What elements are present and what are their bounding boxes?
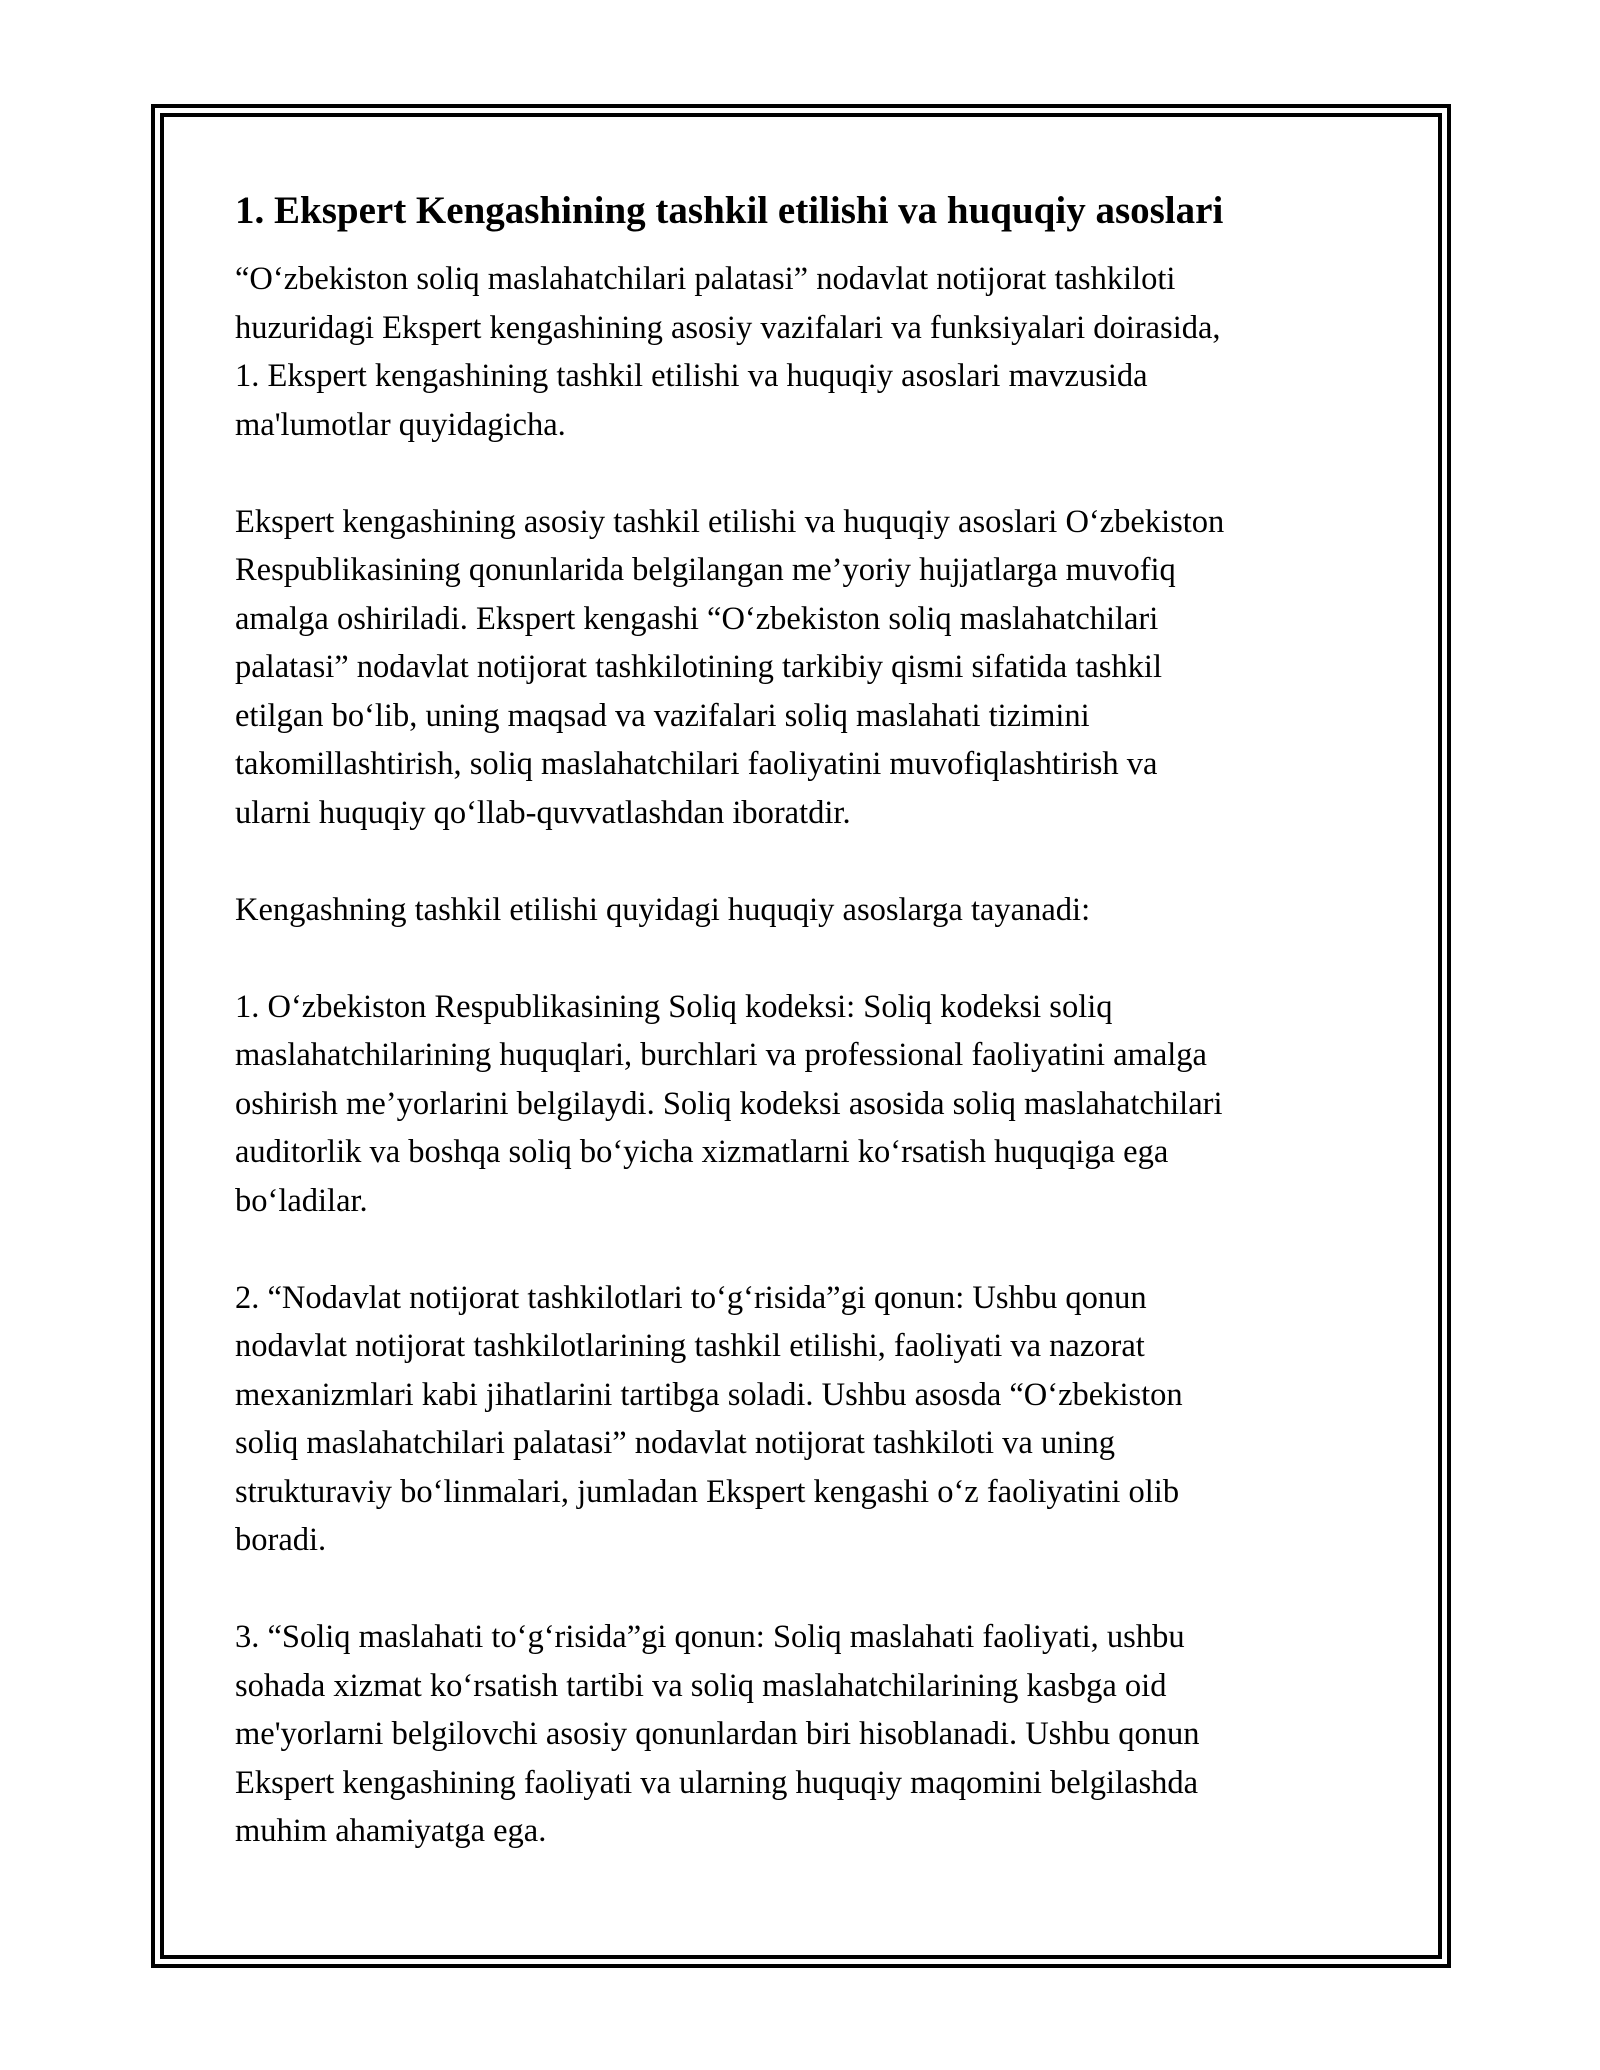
list-item-ngo-law: 2. “Nodavlat notijorat tashkilotlari to‘g‘risida”gi qonun: Ushbu qonun nodavlat notijorat tashkilotlarining tashkil etilishi, faoliyati va nazorat mexanizmlari kabi jihatlarini tartibga soladi. Ushbu asosda “O‘zbekiston soliq maslahatchilari palatasi” nodavlat notijorat tashkiloti va uning strukturaviy bo‘linmalari, jumladan Ekspert kengashi o‘z faoliyatini olib boradi. <box>235 1279 1183 1558</box>
list-item-tax-code: 1. O‘zbekiston Respublikasining Soliq kodeksi: Soliq kodeksi soliq maslahatchilarining huquqlari, burchlari va professional faoliyatini amalga oshirish me’yorlarini belgilaydi. Soliq kodeksi asosida soliq maslahatchilari auditorlik va boshqa soliq bo‘yicha xizmatlarni ko‘rsatish huquqiga ega bo‘ladilar. <box>235 988 1223 1219</box>
paragraph-foundations-lead: Kengashning tashkil etilishi quyidagi huquqiy asoslarga tayanadi: <box>235 891 1091 928</box>
paragraph-legal-basis: Ekspert kengashining asosiy tashkil etilishi va huquqiy asoslari O‘zbekiston Respublikasining qonunlarida belgilangan me’yoriy hujjatlarga muvofiq amalga oshiriladi. Ekspert kengashi “O‘zbekiston soliq maslahatchilari palatasi” nodavlat notijorat tashkilotining tarkibiy qismi sifatida tashkil etilgan bo‘lib, uning maqsad va vazifalari soliq maslahati tizimini takomillashtirish, soliq maslahatchilari faoliyatini muvofiqlashtirish va ularni huquqiy qo‘llab-quvvatlashdan iboratdir. <box>235 503 1225 831</box>
list-item-tax-consulting-law: 3. “Soliq maslahati to‘g‘risida”gi qonun: Soliq maslahati faoliyati, ushbu sohada xizmat ko‘rsatish tartibi va soliq maslahatchilarining kasbga oid me'yorlarni belgilovchi asosiy qonunlardan biri hisoblanadi. Ushbu qonun Ekspert kengashining faoliyati va ularning huquqiy maqomini belgilashda muhim ahamiyatga ega. <box>235 1619 1200 1849</box>
paragraph-intro: “O‘zbekiston soliq maslahatchilari palatasi” nodavlat notijorat tashkiloti huzuridagi Ekspert kengashining asosiy vazifalari va funksiyalari doirasida, 1. Ekspert kengashining tashkil etilishi va huquqiy asoslari mavzusida ma'lumotlar quyidagicha. <box>235 261 1221 443</box>
section-heading: 1. Ekspert Kengashining tashkil etilishi va huquqiy asoslari <box>235 189 1224 232</box>
document-body <box>235 185 1375 1904</box>
